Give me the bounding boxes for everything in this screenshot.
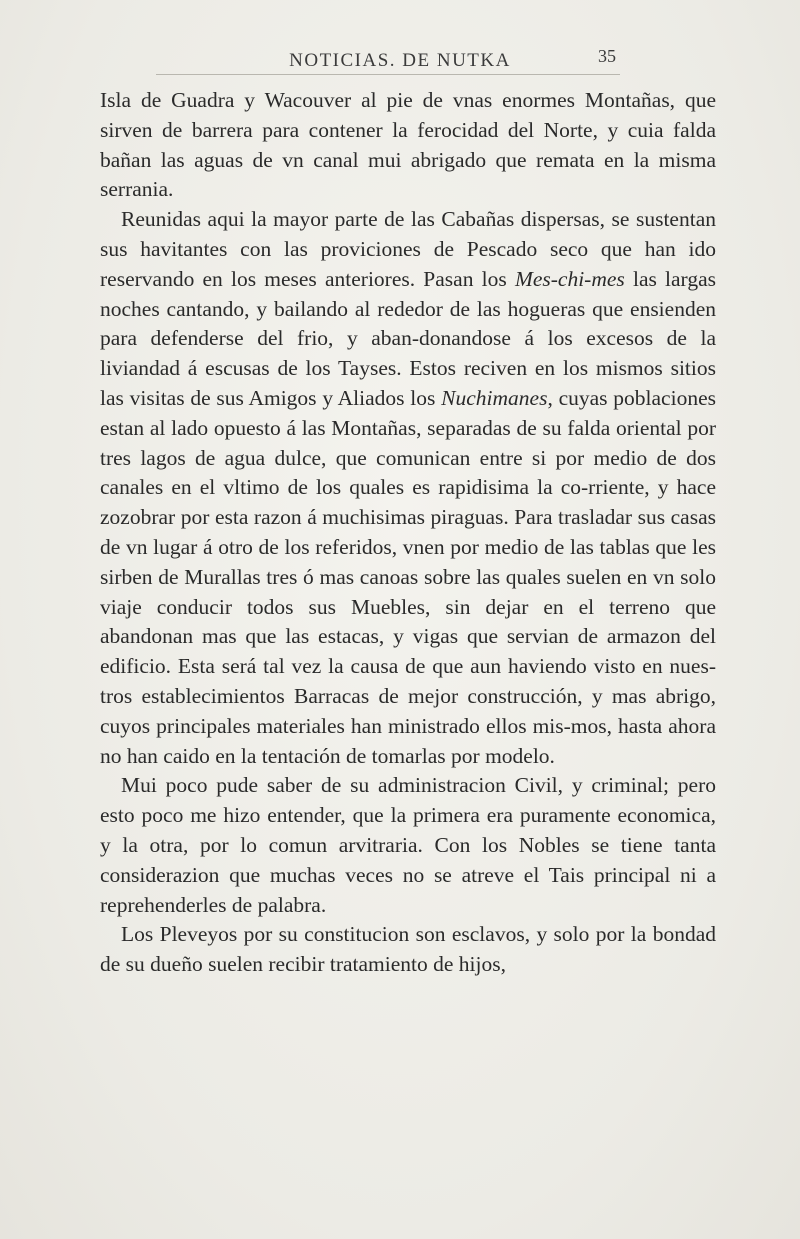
page-number: 35 xyxy=(598,46,616,66)
paragraph-1: Isla de Guadra y Wacouver al pie de vnas enormes Montañas, que sirven de barrera para contener la ferocidad del Norte, y cuia falda bañan las aguas de vn canal mui abrigado que remata en la misma serrania. xyxy=(100,88,716,202)
italic-term-meschimes: Mes-chi-mes xyxy=(514,266,625,291)
paragraph-4: Los Pleveyos por su constitucion son esclavos, y solo por la bondad de su dueño suelen recibir tratamiento de hijos, xyxy=(100,922,716,977)
italic-term-nuchimanes: Nuchimanes xyxy=(441,385,548,410)
paragraph-2-text-b: las largas noches cantando, y bailando al rededor de las hogueras que ensienden para defenderse del frio, y aban-donandose á los excesos de la liviandad á escusas de los Tayses. Estos reciven en los mismos sitios las visitas de sus Amigos y Aliados los xyxy=(100,266,716,410)
header-rule xyxy=(156,74,620,75)
body-text xyxy=(100,86,716,980)
running-title: NOTICIAS. DE NUTKA xyxy=(289,50,511,71)
paragraph-2-text-a: Reunidas aqui la mayor parte de las Cabañas dispersas, se sustentan sus havitantes con las proviciones de Pescado seco que han ido reservando en los meses anteriores. Pasan los xyxy=(100,207,716,291)
page-header xyxy=(0,46,800,76)
paragraph-2-text-c: , cuyas poblaciones estan al lado opuesto á las Montañas, separadas de su falda oriental por tres lagos de agua dulce, que comunican entre si por medio de dos canales en el vltimo de los quales es rapidisima la co-rriente, y hace zozobrar por esta razon á muchisimas piraguas. Para trasladar sus casas de vn lugar á otro de los referidos, vnen por medio de las tablas que les sirben de Murallas tres ó mas canoas sobre las quales suelen en vn solo viaje conducir todos sus Muebles, sin dejar en el terreno que abandonan mas que las estacas, y vigas que servian de armazon del edificio. Esta será tal vez la causa de que aun haviendo visto en nues-tros establecimientos Barracas de mejor construcción, y mas abrigo, cuyos principales materiales han ministrado ellos mis-mos, hasta ahora no han caido en la tentación de tomarlas por modelo. xyxy=(100,385,716,768)
paragraph-2 xyxy=(100,205,716,771)
paragraph-3: Mui poco pude saber de su administracion Civil, y criminal; pero esto poco me hizo entender, que la primera era puramente economica, y la otra, por lo comun arvitraria. Con los Nobles se tiene tanta considerazion que muchas veces no se atreve el Tais principal ni a reprehenderles de palabra. xyxy=(100,773,716,917)
